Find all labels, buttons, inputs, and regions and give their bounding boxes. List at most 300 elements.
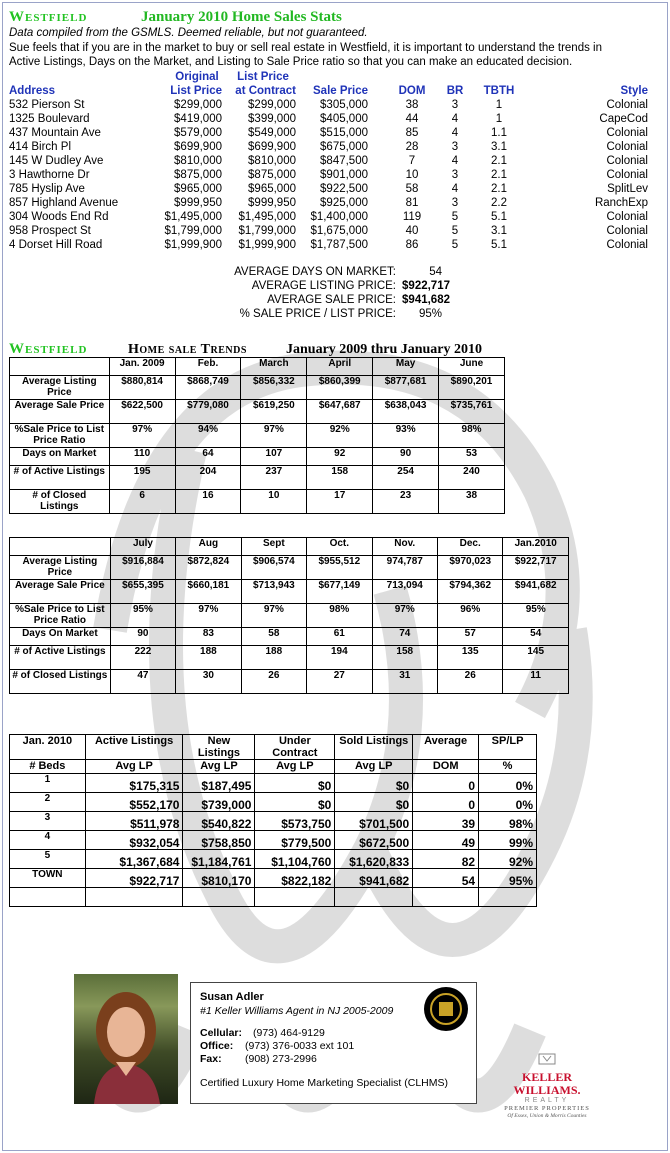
- sales-cell-list: $810,000: [174, 155, 222, 167]
- sales-cell-sale: $1,675,000: [310, 225, 368, 237]
- sales-row: [0, 98, 670, 112]
- sales-cell-style: Colonial: [606, 225, 648, 237]
- trend-month-header: Feb.: [175, 358, 241, 376]
- trends-table-2009-h1: [9, 357, 505, 514]
- sales-cell-contract: $965,000: [248, 183, 296, 195]
- trend-cell: 204: [175, 466, 241, 490]
- trend-cell: 96%: [437, 604, 502, 628]
- sales-cell-address: 4 Dorset Hill Road: [9, 239, 103, 251]
- sales-cell-address: 304 Woods End Rd: [9, 211, 109, 223]
- trend-cell: 10: [241, 490, 307, 514]
- trend-cell: 222: [110, 646, 175, 670]
- beds-cell: 0%: [479, 793, 537, 812]
- trend-row-label: Days on Market: [10, 448, 110, 466]
- trend-row-label: Average Listing Price: [10, 376, 110, 400]
- beds-cell: $0: [255, 774, 335, 793]
- trend-corner: [10, 358, 110, 376]
- trend-cell: $647,687: [307, 400, 373, 424]
- trend-cell: $638,043: [373, 400, 439, 424]
- sales-cell-style: Colonial: [606, 211, 648, 223]
- sales-cell-tbth: 1.1: [491, 127, 507, 139]
- sales-cell-contract: $399,000: [248, 113, 296, 125]
- sales-cell-tbth: 2.1: [491, 169, 507, 181]
- sales-cell-br: 4: [451, 127, 459, 139]
- trend-cell: $868,749: [175, 376, 241, 400]
- beds-empty-cell: [85, 888, 183, 907]
- sales-row: [0, 154, 670, 168]
- sales-cell-sale: $405,000: [320, 113, 368, 125]
- trends-period: January 2009 thru January 2010: [286, 342, 483, 357]
- sales-cell-br: 4: [451, 113, 459, 125]
- summary-value: $922,717: [402, 280, 450, 292]
- sales-row: [0, 182, 670, 196]
- sales-cell-tbth: 1: [495, 113, 503, 125]
- sales-cell-list: $579,000: [174, 127, 222, 139]
- sales-cell-dom: 38: [405, 99, 419, 111]
- sales-cell-sale: $675,000: [320, 141, 368, 153]
- trend-month-header: July: [110, 538, 175, 556]
- trend-cell: 974,787: [372, 556, 437, 580]
- beds-header: New Listings: [183, 735, 255, 760]
- sales-cell-contract: $699,900: [248, 141, 296, 153]
- trend-row-label: %Sale Price to List Price Ratio: [10, 604, 111, 628]
- beds-table: [9, 734, 537, 907]
- beds-header: Active Listings: [85, 735, 183, 760]
- beds-cell: $511,978: [85, 812, 183, 831]
- summary-label: % SALE PRICE / LIST PRICE:: [239, 308, 396, 320]
- sales-cell-sale: $922,500: [320, 183, 368, 195]
- trend-cell: 54: [503, 628, 569, 646]
- beds-empty-cell: [335, 888, 413, 907]
- beds-empty-cell: [479, 888, 537, 907]
- sales-cell-tbth: 5.1: [491, 211, 507, 223]
- beds-cell: $758,850: [183, 831, 255, 850]
- trend-corner: [10, 538, 111, 556]
- agent-photo: [74, 974, 178, 1104]
- trend-month-header: Aug: [176, 538, 241, 556]
- certification: Certified Luxury Home Marketing Specialist (CLHMS): [200, 1077, 448, 1089]
- trend-cell: 26: [241, 670, 306, 694]
- trend-row-label: Average Sale Price: [10, 400, 110, 424]
- trend-month-header: Sept: [241, 538, 306, 556]
- trend-cell: 31: [372, 670, 437, 694]
- sales-cell-tbth: 2.1: [491, 155, 507, 167]
- sales-cell-address: 145 W Dudley Ave: [9, 155, 104, 167]
- fax-label: Fax:: [200, 1053, 222, 1065]
- intro-line-1: Sue feels that if you are in the market to buy or sell real estate in Westfield, it is important to understand the trends in: [9, 42, 602, 54]
- sales-cell-br: 5: [451, 211, 459, 223]
- trend-row-label: %Sale Price to List Price Ratio: [10, 424, 110, 448]
- trend-cell: 61: [307, 628, 372, 646]
- trend-cell: $856,332: [241, 376, 307, 400]
- kw-crest-icon: [537, 1052, 557, 1066]
- sales-cell-style: Colonial: [606, 141, 648, 153]
- sales-cell-dom: 7: [408, 155, 416, 167]
- sales-cell-style: RanchExp: [594, 197, 648, 209]
- beds-cell: 0: [413, 793, 479, 812]
- beds-cell: $932,054: [85, 831, 183, 850]
- sales-cell-sale: $901,000: [320, 169, 368, 181]
- trend-cell: 97%: [176, 604, 241, 628]
- sales-cell-list: $1,999,900: [164, 239, 222, 251]
- trend-cell: 23: [373, 490, 439, 514]
- sales-cell-style: Colonial: [606, 127, 648, 139]
- beds-cell: $941,682: [335, 869, 413, 888]
- beds-empty-cell: [10, 888, 86, 907]
- sales-cell-style: Colonial: [606, 169, 648, 181]
- trend-cell: 97%: [372, 604, 437, 628]
- sales-cell-tbth: 5.1: [491, 239, 507, 251]
- trend-cell: 97%: [109, 424, 175, 448]
- sales-row: [0, 238, 670, 252]
- trend-cell: 58: [241, 628, 306, 646]
- beds-cell: $187,495: [183, 774, 255, 793]
- trend-month-header: Jan.2010: [503, 538, 569, 556]
- beds-cell: $1,367,684: [85, 850, 183, 869]
- trend-cell: 254: [373, 466, 439, 490]
- sales-cell-address: 3 Hawthorne Dr: [9, 169, 90, 181]
- sales-cell-contract: $1,799,000: [238, 225, 296, 237]
- trend-cell: $941,682: [503, 580, 569, 604]
- beds-subheader: Avg LP: [255, 760, 335, 774]
- beds-cell: $701,500: [335, 812, 413, 831]
- sales-row: [0, 112, 670, 126]
- trend-cell: 237: [241, 466, 307, 490]
- sales-cell-br: 5: [451, 225, 459, 237]
- sales-cell-br: 5: [451, 239, 459, 251]
- beds-empty-cell: [183, 888, 255, 907]
- cell-label: Cellular:: [200, 1027, 243, 1039]
- sales-cell-tbth: 3.1: [491, 141, 507, 153]
- trend-row-label: # of Active Listings: [10, 466, 110, 490]
- sales-row: [0, 224, 670, 238]
- beds-subheader: # Beds: [10, 760, 86, 774]
- beds-cell: 92%: [479, 850, 537, 869]
- trend-cell: 17: [307, 490, 373, 514]
- sales-cell-br: 3: [451, 197, 459, 209]
- agent-card: [190, 982, 477, 1104]
- sales-cell-br: 3: [451, 99, 459, 111]
- sales-cell-address: 785 Hyslip Ave: [9, 183, 85, 195]
- trend-cell: $970,023: [437, 556, 502, 580]
- sales-cell-sale: $1,400,000: [310, 211, 368, 223]
- trend-cell: $735,761: [439, 400, 505, 424]
- beds-cell: $0: [255, 793, 335, 812]
- beds-cell: $540,822: [183, 812, 255, 831]
- sales-cell-sale: $1,787,500: [310, 239, 368, 251]
- beds-cell: 2: [10, 793, 86, 812]
- trend-cell: $794,362: [437, 580, 502, 604]
- sales-cell-contract: $875,000: [248, 169, 296, 181]
- sales-cell-br: 3: [451, 141, 459, 153]
- beds-subheader: Avg LP: [183, 760, 255, 774]
- trend-cell: $660,181: [176, 580, 241, 604]
- logo-name: KELLER WILLIAMS.: [513, 1070, 581, 1097]
- data-disclaimer: Data compiled from the GSMLS. Deemed reliable, but not guaranteed.: [9, 27, 368, 39]
- summary-value: 95%: [418, 308, 442, 320]
- trend-month-header: Oct.: [307, 538, 372, 556]
- sales-row: [0, 210, 670, 224]
- trend-cell: 92: [307, 448, 373, 466]
- trend-cell: 107: [241, 448, 307, 466]
- agent-name: Susan Adler: [200, 991, 264, 1003]
- sales-cell-tbth: 2.2: [491, 197, 507, 209]
- trend-cell: $713,943: [241, 580, 306, 604]
- sales-cell-dom: 40: [405, 225, 419, 237]
- trend-month-header: Jan. 2009: [109, 358, 175, 376]
- trend-cell: 158: [307, 466, 373, 490]
- beds-cell: 54: [413, 869, 479, 888]
- sales-cell-address: 958 Prospect St: [9, 225, 91, 237]
- sales-cell-list: $419,000: [174, 113, 222, 125]
- trend-cell: 90: [110, 628, 175, 646]
- trend-cell: 95%: [503, 604, 569, 628]
- trend-month-header: Dec.: [437, 538, 502, 556]
- sales-cell-list: $699,900: [174, 141, 222, 153]
- trend-row-label: # of Active Listings: [10, 646, 111, 670]
- trend-row-label: # of Closed Listings: [10, 670, 111, 694]
- beds-cell: TOWN: [10, 869, 86, 888]
- beds-subheader: %: [479, 760, 537, 774]
- keller-williams-logo: [488, 1052, 606, 1120]
- sales-cell-sale: $515,000: [320, 127, 368, 139]
- trend-cell: $906,574: [241, 556, 306, 580]
- trend-cell: 195: [109, 466, 175, 490]
- trend-cell: 110: [109, 448, 175, 466]
- beds-cell: $0: [335, 793, 413, 812]
- trend-cell: 194: [307, 646, 372, 670]
- trend-cell: $880,814: [109, 376, 175, 400]
- sales-cell-sale: $305,000: [320, 99, 368, 111]
- beds-subheader: DOM: [413, 760, 479, 774]
- sales-cell-list: $1,799,000: [164, 225, 222, 237]
- sales-cell-style: Colonial: [606, 239, 648, 251]
- beds-subheader: Avg LP: [85, 760, 183, 774]
- sales-cell-br: 3: [451, 169, 459, 181]
- beds-cell: 3: [10, 812, 86, 831]
- sales-cell-style: SplitLev: [607, 183, 648, 195]
- beds-header: Under Contract: [255, 735, 335, 760]
- sales-cell-contract: $1,495,000: [238, 211, 296, 223]
- summary-label: AVERAGE LISTING PRICE:: [251, 280, 396, 292]
- beds-cell: 98%: [479, 812, 537, 831]
- trend-cell: $655,395: [110, 580, 175, 604]
- trend-cell: $916,884: [110, 556, 175, 580]
- beds-cell: $810,170: [183, 869, 255, 888]
- trend-cell: 145: [503, 646, 569, 670]
- sales-cell-address: 1325 Boulevard: [9, 113, 90, 125]
- sales-cell-list: $299,000: [174, 99, 222, 111]
- sales-cell-style: Colonial: [606, 155, 648, 167]
- trend-cell: 16: [175, 490, 241, 514]
- beds-cell: 99%: [479, 831, 537, 850]
- sales-cell-contract: $299,000: [248, 99, 296, 111]
- trend-cell: 713,094: [372, 580, 437, 604]
- beds-cell: $1,184,761: [183, 850, 255, 869]
- beds-cell: 4: [10, 831, 86, 850]
- summary-label: AVERAGE DAYS ON MARKET:: [234, 266, 396, 278]
- sales-cell-dom: 44: [405, 113, 419, 125]
- trend-cell: $890,201: [439, 376, 505, 400]
- beds-header: Average: [413, 735, 479, 760]
- beds-cell: $822,182: [255, 869, 335, 888]
- sales-header: Address List Price at Contract Sale Price DOM BR TBTH Style: [9, 85, 648, 97]
- logo-line1: PREMIER PROPERTIES: [504, 1105, 590, 1112]
- sales-cell-contract: $549,000: [248, 127, 296, 139]
- beds-header: Sold Listings: [335, 735, 413, 760]
- beds-cell: $739,000: [183, 793, 255, 812]
- beds-header: Jan. 2010: [10, 735, 86, 760]
- sales-cell-br: 4: [451, 183, 459, 195]
- beds-cell: 1: [10, 774, 86, 793]
- page-title: January 2010 Home Sales Stats: [141, 9, 342, 25]
- trend-cell: $955,512: [307, 556, 372, 580]
- trend-cell: $860,399: [307, 376, 373, 400]
- sales-cell-contract: $1,999,900: [238, 239, 296, 251]
- sales-cell-style: Colonial: [606, 99, 648, 111]
- sales-cell-list: $965,000: [174, 183, 222, 195]
- sales-cell-list: $999,950: [174, 197, 222, 209]
- cell-phone[interactable]: (973) 464-9129: [253, 1027, 325, 1039]
- trend-cell: 38: [439, 490, 505, 514]
- beds-empty-cell: [255, 888, 335, 907]
- trend-cell: 97%: [241, 424, 307, 448]
- sales-cell-list: $875,000: [174, 169, 222, 181]
- trend-cell: 47: [110, 670, 175, 694]
- trend-cell: 188: [176, 646, 241, 670]
- beds-cell: 49: [413, 831, 479, 850]
- sales-cell-dom: 86: [405, 239, 419, 251]
- beds-cell: 5: [10, 850, 86, 869]
- beds-cell: 0: [413, 774, 479, 793]
- beds-cell: 0%: [479, 774, 537, 793]
- trend-cell: 240: [439, 466, 505, 490]
- beds-cell: 95%: [479, 869, 537, 888]
- sales-cell-list: $1,495,000: [164, 211, 222, 223]
- trend-cell: 188: [241, 646, 306, 670]
- summary-value: 54: [429, 266, 442, 278]
- sales-cell-dom: 10: [405, 169, 419, 181]
- beds-cell: $573,750: [255, 812, 335, 831]
- sales-cell-address: 857 Highland Avenue: [9, 197, 119, 209]
- sales-cell-dom: 85: [405, 127, 419, 139]
- trend-cell: 92%: [307, 424, 373, 448]
- fax-number: (908) 273-2996: [245, 1053, 317, 1065]
- sales-cell-dom: 28: [405, 141, 419, 153]
- trend-row-label: # of Closed Listings: [10, 490, 110, 514]
- trend-cell: 11: [503, 670, 569, 694]
- trend-cell: $619,250: [241, 400, 307, 424]
- trend-cell: 26: [437, 670, 502, 694]
- beds-cell: $552,170: [85, 793, 183, 812]
- sales-header-top: Original List Price: [175, 71, 289, 83]
- trend-cell: 90: [373, 448, 439, 466]
- logo-sub: REALTY: [524, 1097, 570, 1104]
- trend-cell: $922,717: [503, 556, 569, 580]
- trend-cell: 98%: [307, 604, 372, 628]
- office-phone[interactable]: (973) 376-0033 ext 101: [245, 1040, 355, 1052]
- beds-cell: $1,104,760: [255, 850, 335, 869]
- sales-row: [0, 126, 670, 140]
- beds-header: SP/LP: [479, 735, 537, 760]
- trend-cell: 74: [372, 628, 437, 646]
- trend-month-header: May: [373, 358, 439, 376]
- trend-month-header: June: [439, 358, 505, 376]
- trend-cell: $877,681: [373, 376, 439, 400]
- trend-cell: 83: [176, 628, 241, 646]
- beds-cell: $1,620,833: [335, 850, 413, 869]
- trend-month-header: April: [307, 358, 373, 376]
- sales-cell-sale: $925,000: [320, 197, 368, 209]
- trends-brand: Westfield: [9, 341, 88, 357]
- beds-subheader: Avg LP: [335, 760, 413, 774]
- sales-cell-style: CapeCod: [599, 113, 648, 125]
- trend-row-label: Days On Market: [10, 628, 111, 646]
- beds-cell: $672,500: [335, 831, 413, 850]
- award-seal-icon: [423, 986, 469, 1032]
- trend-cell: 64: [175, 448, 241, 466]
- trend-cell: 53: [439, 448, 505, 466]
- trend-cell: $677,149: [307, 580, 372, 604]
- sales-cell-dom: 119: [402, 211, 422, 223]
- office-label: Office:: [200, 1040, 234, 1052]
- beds-cell: 82: [413, 850, 479, 869]
- beds-cell: $0: [335, 774, 413, 793]
- sales-cell-address: 532 Pierson St: [9, 99, 85, 111]
- logo-line2: Of Essex, Union & Morris Counties: [507, 1113, 587, 1119]
- sales-row: [0, 196, 670, 210]
- intro-line-2: Active Listings, Days on the Market, and Listing to Sale Price ratio so that you can make an educated decision.: [9, 56, 573, 68]
- sales-cell-sale: $847,500: [320, 155, 368, 167]
- trend-cell: 57: [437, 628, 502, 646]
- sales-cell-tbth: 1: [495, 99, 503, 111]
- trend-cell: 6: [109, 490, 175, 514]
- beds-cell: $779,500: [255, 831, 335, 850]
- trend-cell: $779,080: [175, 400, 241, 424]
- trend-cell: 158: [372, 646, 437, 670]
- sales-cell-address: 437 Mountain Ave: [9, 127, 101, 139]
- trend-month-header: March: [241, 358, 307, 376]
- beds-cell: $922,717: [85, 869, 183, 888]
- trend-cell: 97%: [241, 604, 306, 628]
- beds-empty-cell: [413, 888, 479, 907]
- trend-cell: 98%: [439, 424, 505, 448]
- sales-row: [0, 168, 670, 182]
- sales-cell-address: 414 Birch Pl: [9, 141, 72, 153]
- trend-cell: 93%: [373, 424, 439, 448]
- summary-label: AVERAGE SALE PRICE:: [267, 294, 396, 306]
- trend-month-header: Nov.: [372, 538, 437, 556]
- sales-cell-dom: 58: [405, 183, 419, 195]
- trend-cell: 94%: [175, 424, 241, 448]
- trend-cell: $872,824: [176, 556, 241, 580]
- beds-cell: 39: [413, 812, 479, 831]
- sales-cell-contract: $810,000: [248, 155, 296, 167]
- trends-table-2009-h2: [9, 537, 569, 694]
- sales-cell-tbth: 2.1: [491, 183, 507, 195]
- sales-cell-contract: $999,950: [248, 197, 296, 209]
- trend-row-label: Average Sale Price: [10, 580, 111, 604]
- sales-cell-tbth: 3.1: [491, 225, 507, 237]
- sales-cell-br: 4: [451, 155, 459, 167]
- trends-title: Home sale Trends: [128, 342, 247, 357]
- sales-cell-dom: 81: [405, 197, 419, 209]
- beds-cell: $175,315: [85, 774, 183, 793]
- trend-cell: $622,500: [109, 400, 175, 424]
- trend-cell: 135: [437, 646, 502, 670]
- agent-tagline: #1 Keller Williams Agent in NJ 2005-2009: [200, 1005, 394, 1017]
- trend-cell: 95%: [110, 604, 175, 628]
